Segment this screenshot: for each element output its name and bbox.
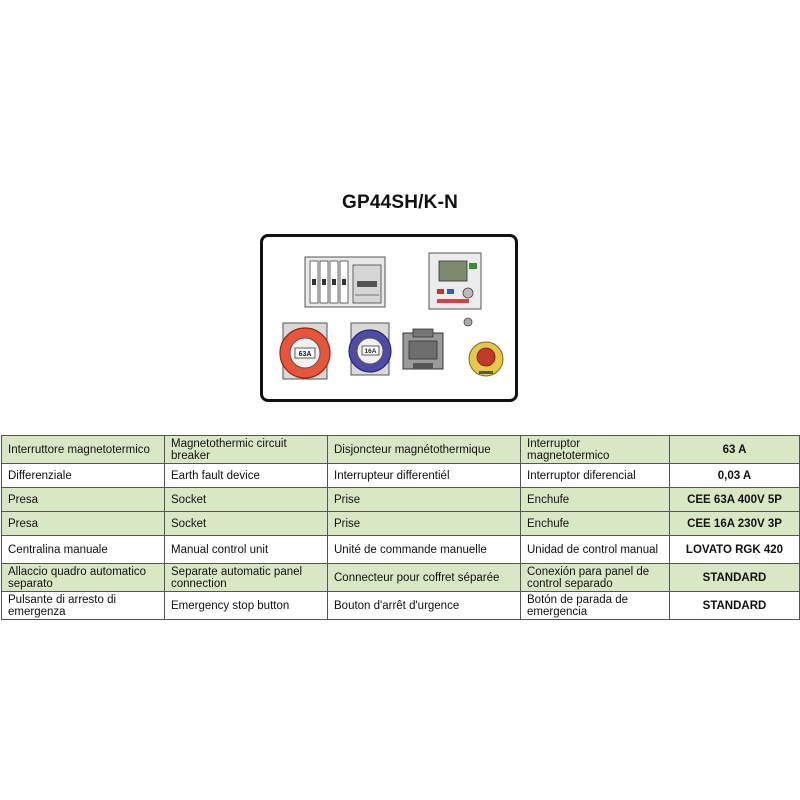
cell-spanish: Enchufe bbox=[521, 512, 670, 536]
cell-value: STANDARD bbox=[670, 564, 800, 592]
cell-english: Earth fault device bbox=[165, 464, 328, 488]
cell-french: Connecteur pour coffret séparée bbox=[328, 564, 521, 592]
cell-value: CEE 63A 400V 5P bbox=[670, 488, 800, 512]
cell-english: Magnetothermic circuit breaker bbox=[165, 436, 328, 464]
cell-italian: Differenziale bbox=[2, 464, 165, 488]
cell-french: Bouton d'arrêt d'urgence bbox=[328, 592, 521, 620]
table-row bbox=[2, 488, 800, 512]
cell-value: 0,03 A bbox=[670, 464, 800, 488]
cell-spanish: Botón de parada de emergencia bbox=[521, 592, 670, 620]
cell-value: 63 A bbox=[670, 436, 800, 464]
cell-spanish: Interruptor diferencial bbox=[521, 464, 670, 488]
cell-french: Interrupteur differentiél bbox=[328, 464, 521, 488]
cell-italian: Pulsante di arresto di emergenza bbox=[2, 592, 165, 620]
cell-value: STANDARD bbox=[670, 592, 800, 620]
control-unit-icon bbox=[429, 253, 481, 309]
table-row bbox=[2, 436, 800, 464]
control-panel-diagram bbox=[260, 234, 518, 402]
table-row bbox=[2, 536, 800, 564]
table-row bbox=[2, 464, 800, 488]
cell-english: Socket bbox=[165, 488, 328, 512]
emergency-stop-icon bbox=[469, 342, 503, 376]
cell-italian: Presa bbox=[2, 488, 165, 512]
panel-connector-icon bbox=[403, 329, 443, 369]
cell-italian: Allaccio quadro automatico separato bbox=[2, 564, 165, 592]
cell-value: LOVATO RGK 420 bbox=[670, 536, 800, 564]
cell-spanish: Unidad de control manual bbox=[521, 536, 670, 564]
cell-english: Emergency stop button bbox=[165, 592, 328, 620]
socket-16a-label: 16A bbox=[364, 348, 377, 355]
cell-italian: Centralina manuale bbox=[2, 536, 165, 564]
cell-french: Prise bbox=[328, 488, 521, 512]
socket-63a-label: 63A bbox=[298, 351, 312, 358]
cell-french: Disjoncteur magnétothermique bbox=[328, 436, 521, 464]
indicator-lamp-icon bbox=[464, 318, 472, 326]
socket-16a-icon bbox=[349, 323, 391, 375]
cell-spanish: Conexión para panel de control separado bbox=[521, 564, 670, 592]
cell-value: CEE 16A 230V 3P bbox=[670, 512, 800, 536]
page-title: GP44SH/K-N bbox=[341, 192, 459, 213]
panel-illustration bbox=[263, 237, 515, 399]
spec-table bbox=[1, 435, 800, 620]
cell-spanish: Interruptor magnetotermico bbox=[521, 436, 670, 464]
cell-italian: Presa bbox=[2, 512, 165, 536]
table-row bbox=[2, 592, 800, 620]
circuit-breaker-icon bbox=[305, 257, 385, 307]
cell-english: Socket bbox=[165, 512, 328, 536]
cell-italian: Interruttore magnetotermico bbox=[2, 436, 165, 464]
cell-english: Manual control unit bbox=[165, 536, 328, 564]
table-row bbox=[2, 564, 800, 592]
cell-french: Unité de commande manuelle bbox=[328, 536, 521, 564]
socket-63a-icon bbox=[280, 323, 330, 379]
cell-english: Separate automatic panel connection bbox=[165, 564, 328, 592]
cell-spanish: Enchufe bbox=[521, 488, 670, 512]
cell-french: Prise bbox=[328, 512, 521, 536]
table-row bbox=[2, 512, 800, 536]
